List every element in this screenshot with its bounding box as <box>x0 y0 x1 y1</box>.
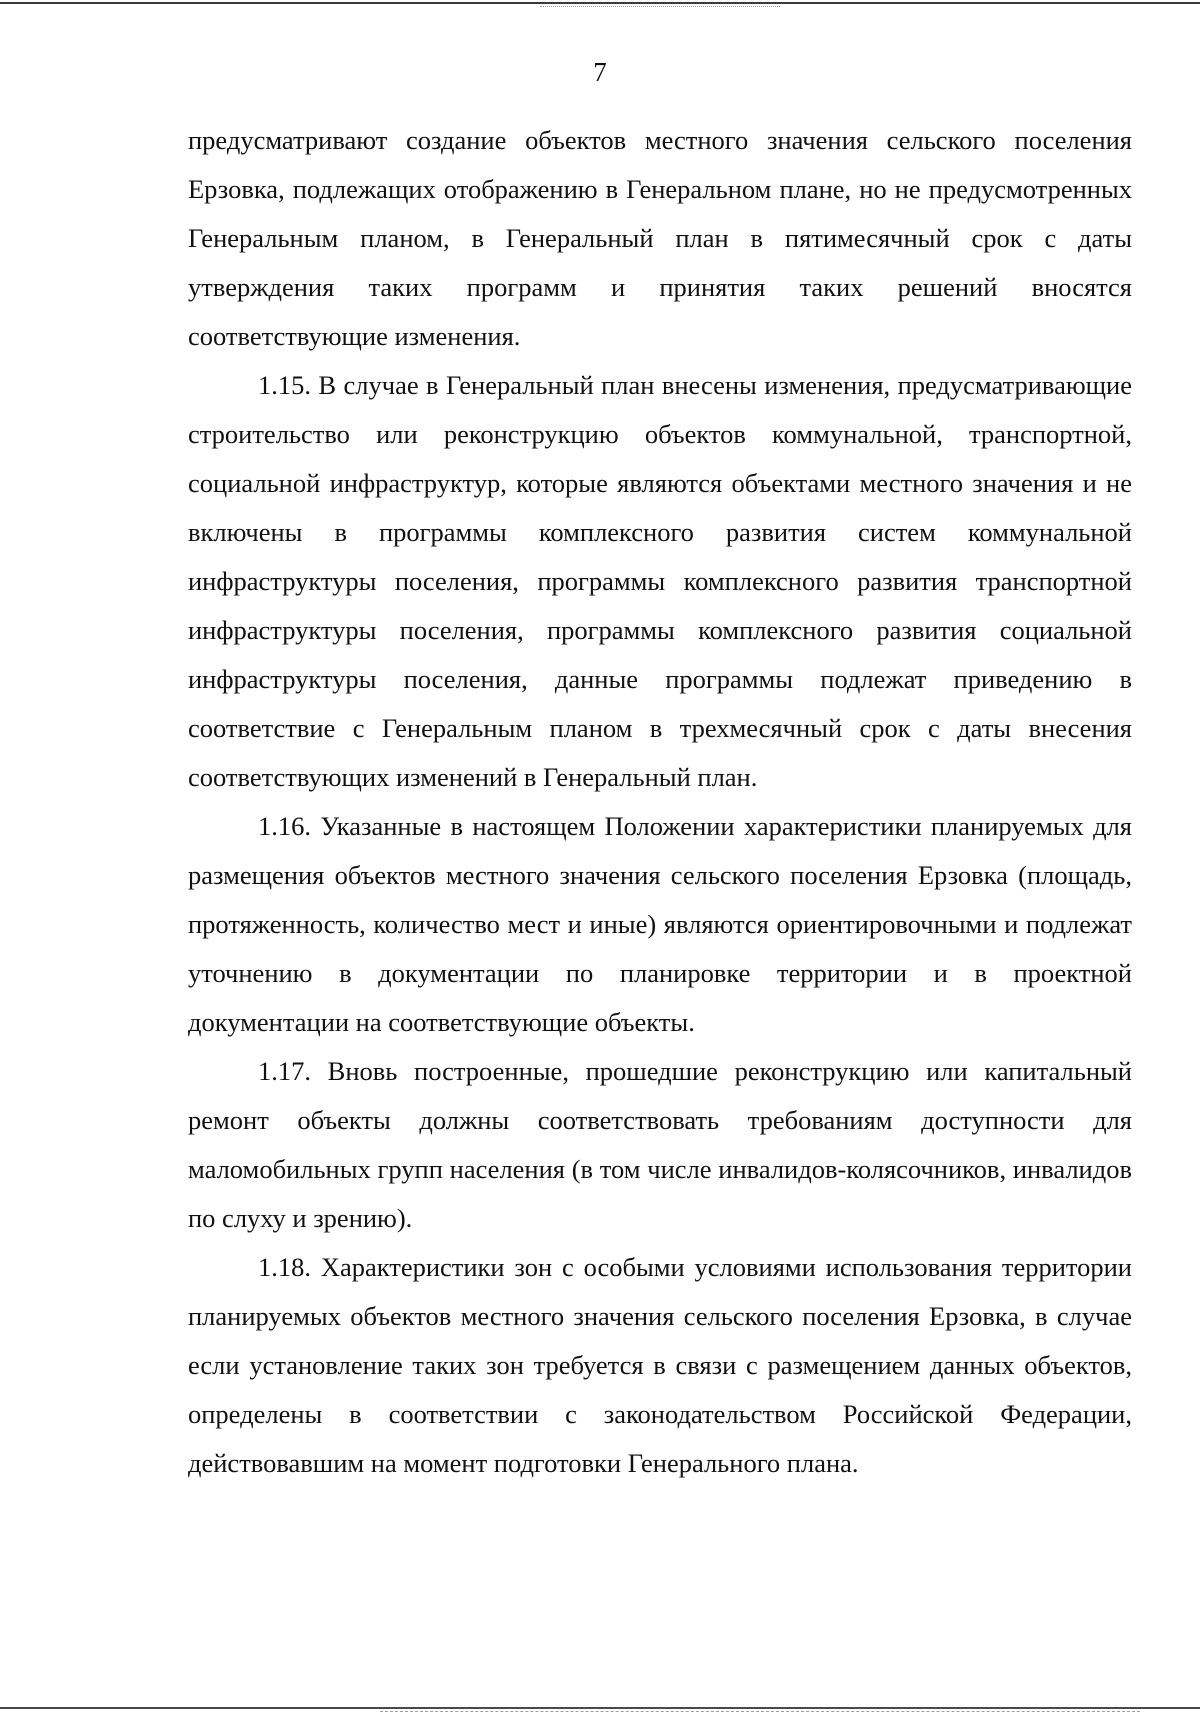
paragraph-1-16: 1.16. Указанные в настоящем Положении характеристики планируемых для размещения объектов местного значения сельского поселения Ерзовка (площадь, протяженность, количество мест и иные) являются ориентировочными и подлежат уточнению в документации по планировке территории и в проектной документации на соответствующие объекты. <box>188 811 1132 1037</box>
paragraph-1-18: 1.18. Характеристики зон с особыми условиями использования территории планируемых объектов местного значения сельского поселения Ерзовка, в случае если установление таких зон требуется в связи с размещением данных объектов, определены в соответствии с законодательством Российской Федерации, действовавшим на момент подготовки Генерального плана. <box>188 1252 1132 1478</box>
scan-edge-top-faint-line <box>540 6 780 7</box>
paragraph-1-17: 1.17. Вновь построенные, прошедшие реконструкцию или капитальный ремонт объекты должны соответствовать требованиям доступности для маломобильных групп населения (в том числе инвалидов-колясочников, инвалидов по слуху и зрению). <box>188 1056 1132 1233</box>
paragraph-continuation: предусматривают создание объектов местного значения сельского поселения Ерзовка, подлежащих отображению в Генеральном плане, но не предусмотренных Генеральным планом, в Генеральный план в пятимесячный срок с даты утверждения таких программ и принятия таких решений вносятся соответствующие изменения. <box>188 125 1132 351</box>
document-body <box>188 116 1132 1488</box>
scan-edge-bottom-faint-line <box>380 1711 1140 1712</box>
page-number: 7 <box>593 57 607 87</box>
scan-edge-top-line <box>0 2 1200 4</box>
scan-edge-bottom-line <box>0 1707 1200 1709</box>
paragraph-1-15: 1.15. В случае в Генеральный план внесены изменения, предусматривающие строительство или реконструкцию объектов коммунальной, транспортной, социальной инфраструктур, которые являются объектами местного значения и не включены в программы комплексного развития систем коммунальной инфраструктуры поселения, программы комплексного развития транспортной инфраструктуры поселения, программы комплексного развития социальной инфраструктуры поселения, данные программы подлежат приведению в соответствие с Генеральным планом в трехмесячный срок с даты внесения соответствующих изменений в Генеральный план. <box>188 370 1132 792</box>
